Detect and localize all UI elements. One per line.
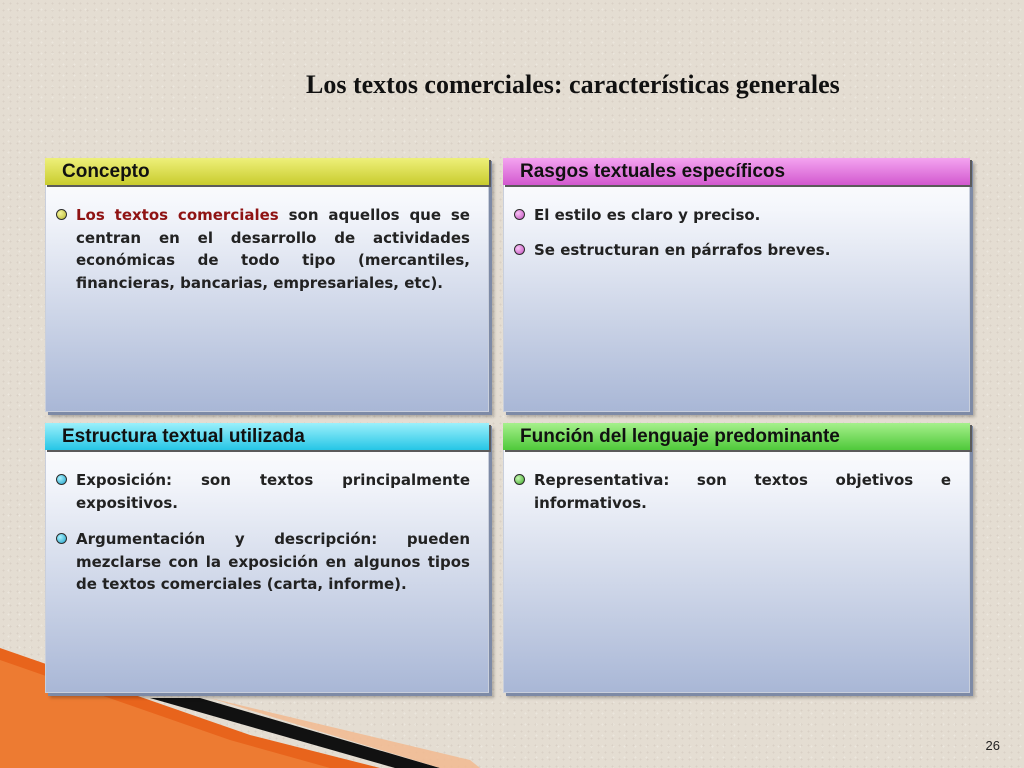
item-text: Se estructuran en párrafos breves. bbox=[534, 240, 831, 259]
card-concepto-header: Concepto bbox=[45, 158, 489, 185]
card-funcion bbox=[503, 423, 970, 693]
list-item bbox=[56, 469, 470, 514]
page-number: 26 bbox=[985, 738, 1000, 753]
bullet-icon bbox=[56, 209, 67, 220]
card-estructura-list bbox=[56, 469, 470, 610]
item-text: Representativa: son textos objetivos e informativos. bbox=[534, 471, 951, 512]
card-rasgos-list bbox=[514, 204, 951, 273]
slide-title: Los textos comerciales: características generales bbox=[306, 70, 840, 99]
card-funcion-list bbox=[514, 469, 951, 528]
card-estructura-header: Estructura textual utilizada bbox=[45, 423, 489, 450]
concept-text: son aquellos que se centran en el desarrollo de actividades económicas de todo tipo (mercantiles, financieras, bancarias, empresariales, etc). bbox=[76, 206, 470, 292]
list-item bbox=[514, 469, 951, 514]
bullet-icon bbox=[514, 244, 525, 255]
card-concepto-list bbox=[56, 204, 470, 308]
bullet-icon bbox=[56, 533, 67, 544]
bullet-icon bbox=[514, 474, 525, 485]
card-concepto bbox=[45, 158, 489, 412]
list-item bbox=[56, 204, 470, 294]
item-text: Argumentación y descripción: pueden mezclarse con la exposición en algunos tipos de textos comerciales (carta, informe). bbox=[76, 530, 470, 593]
bullet-icon bbox=[514, 209, 525, 220]
item-text: Exposición: son textos principalmente expositivos. bbox=[76, 471, 470, 512]
card-rasgos-header: Rasgos textuales específicos bbox=[503, 158, 970, 185]
card-estructura bbox=[45, 423, 489, 693]
list-item bbox=[514, 239, 951, 262]
bullet-icon bbox=[56, 474, 67, 485]
item-text: El estilo es claro y preciso. bbox=[534, 206, 761, 224]
list-item bbox=[56, 528, 470, 596]
list-item bbox=[514, 204, 951, 227]
card-rasgos bbox=[503, 158, 970, 412]
card-funcion-header: Función del lenguaje predominante bbox=[503, 423, 970, 450]
highlight-text: Los textos comerciales bbox=[76, 206, 279, 224]
